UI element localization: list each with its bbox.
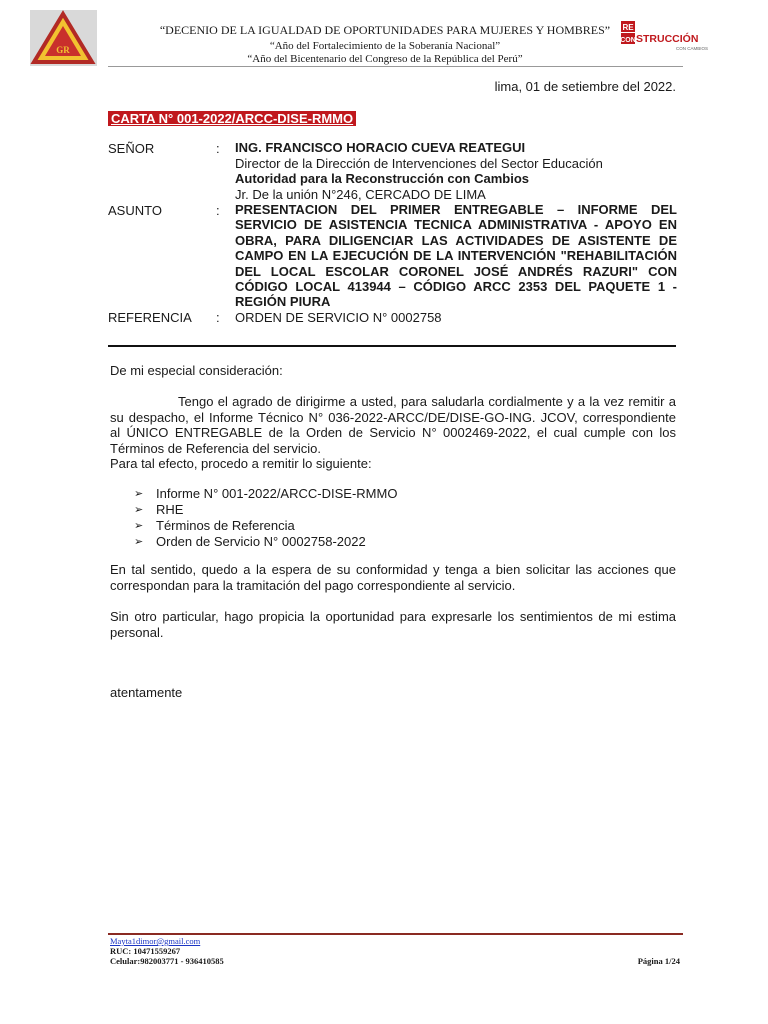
senor-block [235,140,680,202]
header-anio-bicentenario: “Año del Bicentenario del Congreso de la República del Perú” [247,53,523,65]
arrow-bullet-icon: ➢ [134,536,144,548]
list-item-text: Términos de Referencia [156,518,295,533]
footer-contact [110,936,224,966]
referencia-text: ORDEN DE SERVICIO N° 0002758 [235,310,442,325]
header-anio-soberania: “Año del Fortalecimiento de la Soberanía Nacional” [269,40,501,52]
list-item [134,502,674,518]
list-item-text: Orden de Servicio N° 0002758-2022 [156,534,366,549]
closing: atentamente [110,685,183,700]
greeting: De mi especial consideración: [110,363,283,378]
asunto-colon: : [216,203,220,218]
footer-email[interactable]: Mayta1dimor@gmail.com [110,936,201,946]
asunto-text: PRESENTACION DEL PRIMER ENTREGABLE – INFORME DEL SERVICIO DE ASISTENCIA TECNICA ADMINISTRATIVA - APOYO EN OBRA, PARA DILIGENCIAR LAS ACTIVIDADES DE ASISTENTE DE CAMPO EN LA EJECUCIÓN DE LA INTERVENCIÓN "REHABILITACIÓN DEL LOCAL ESCOLAR CORONEL JOSÉ ANDRÉS RAZURI" CON CÓDIGO LOCAL 413944 – CÓDIGO ARCC 2353 DEL PAQUETE 1 - REGIÓN PIURA [235,202,677,310]
senor-colon: : [216,141,220,156]
reconstruccion-logo [620,20,712,54]
list-item [134,518,674,534]
referencia-colon: : [216,310,220,325]
asunto-label: ASUNTO [108,203,162,218]
recipient-entity: Autoridad para la Reconstrucción con Cambios [235,171,529,186]
arrow-bullet-icon: ➢ [134,488,144,500]
header-rule [108,66,683,67]
arrow-bullet-icon: ➢ [134,520,144,532]
list-item [134,534,674,550]
paragraph-1: Tengo el agrado de dirigirme a usted, para saludarla cordialmente y a la vez remitir a su despacho, el Informe Técnico N° 036-2022-ARCC/DE/DISE-GO-ING. JCOV, correspondiente al ÚNICO ENTREGABLE de la Orden de Servicio N° 0002469-2022, el cual cumple con los Términos de Referencia del servicio. [110,394,676,456]
list-item [134,486,674,502]
recipient-position: Director de la Dirección de Intervenciones del Sector Educación [235,155,603,171]
referencia-label: REFERENCIA [108,310,192,325]
attachments-list [134,486,674,550]
paragraph-3: En tal sentido, quedo a la espera de su conformidad y tenga a bien solicitar las acciones que correspondan para la tramitación del pago correspondiente al servicio. [110,562,676,593]
footer-phone: Celular:982003771 - 936410585 [110,956,224,966]
section-divider [108,345,676,347]
recipient-address: Jr. De la unión N°246, CERCADO DE LIMA [235,186,486,202]
list-item-text: Informe N° 001-2022/ARCC-DISE-RMMO [156,486,398,501]
paragraph-2: Para tal efecto, procedo a remitir lo siguiente: [110,456,372,471]
footer-rule [108,933,683,935]
recipient-name: ING. FRANCISCO HORACIO CUEVA REATEGUI [235,140,526,155]
page-number: Página 1/24 [637,956,680,966]
letter-date: lima, 01 de setiembre del 2022. [494,79,676,94]
left-logo [30,10,97,66]
carta-number: CARTA N° 001-2022/ARCC-DISE-RMMO [108,111,356,126]
header-decenio: “DECENIO DE LA IGUALDAD DE OPORTUNIDADES PARA MUJERES Y HOMBRES” [159,23,611,37]
arrow-bullet-icon: ➢ [134,504,144,516]
svg-text:CON CAMBIOS: CON CAMBIOS [675,46,708,51]
logo-text: GR [56,45,70,55]
footer-ruc: RUC: 10471559267 [110,946,181,956]
svg-text:CON: CON [620,37,636,44]
paragraph-4: Sin otro particular, hago propicia la oportunidad para expresarle los sentimientos de mi estima personal. [110,609,676,640]
svg-text:RE: RE [622,23,634,32]
carta-number-wrap [108,110,356,128]
svg-text:STRUCCIÓN: STRUCCIÓN [636,33,699,45]
list-item-text: RHE [156,502,184,517]
senor-label: SEÑOR [108,141,155,156]
